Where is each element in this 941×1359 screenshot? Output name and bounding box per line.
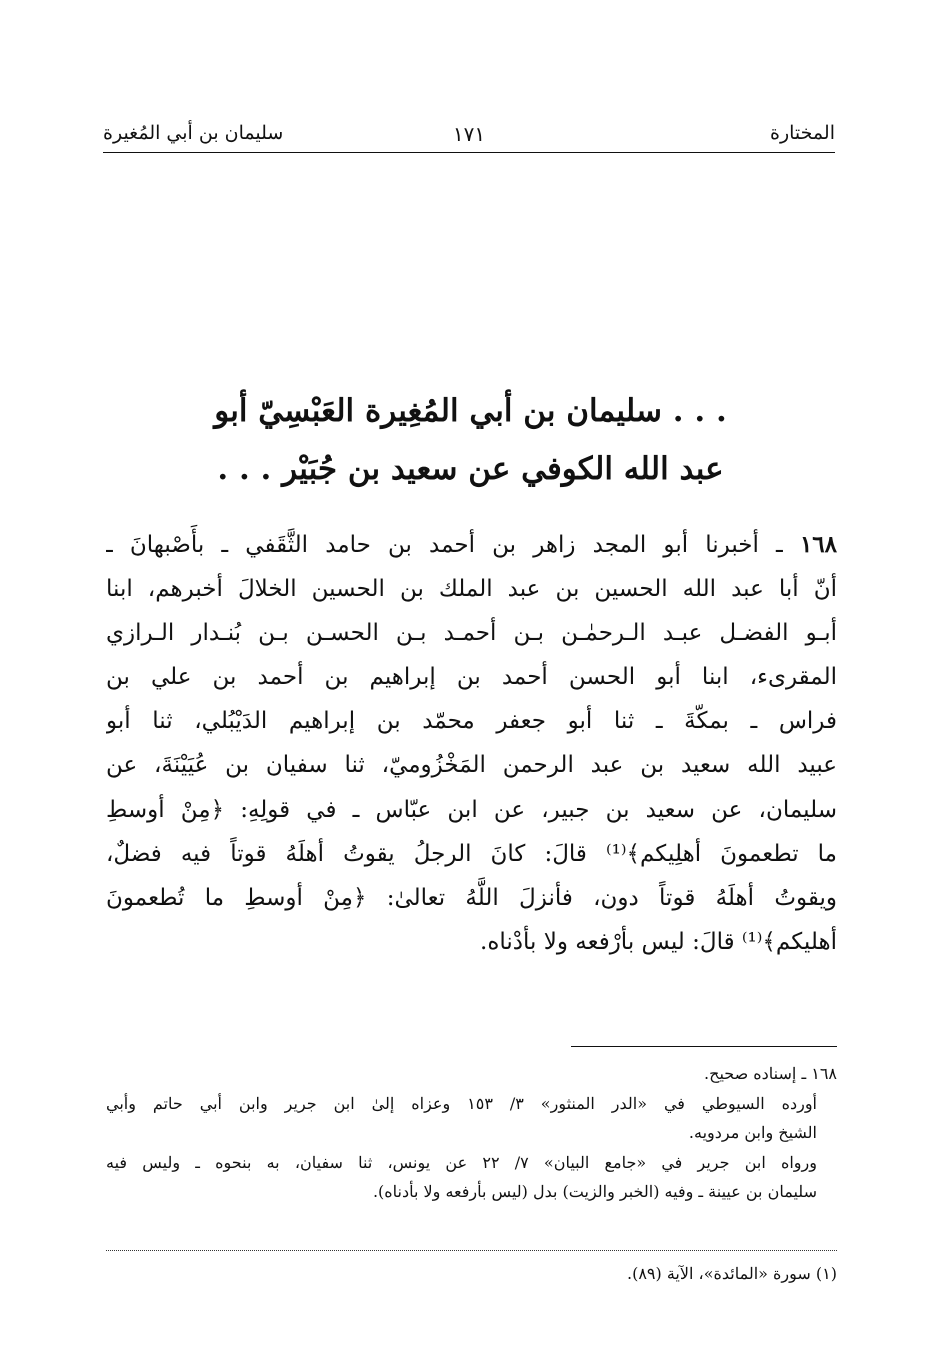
footnote-line: الشيخ وابن مردويه. (688, 1123, 817, 1142)
chapter-title-line-1: . . . سليمان بن أبي المُغِيرة العَبْسِيّ أبو (214, 393, 727, 429)
footnote-separator (571, 1046, 837, 1047)
footnote-line: ورواه ابن جرير في «جامع البيان» ٧/ ٢٢ عن يونس، ثنا سفيان، به بنحوه ـ وليس فيه (106, 1152, 817, 1172)
footnote-line: سليمان بن عيينة ـ وفيه (الخبر والزيت) بدل (ليس بأرفعه ولا بأدناه). (372, 1182, 817, 1201)
hadith-line: عبيد الله سعيد بن عبد الرحمن المَخْزُوميّ، ثنا سفيان بن عُيَيْنَةَ، عن (106, 752, 837, 779)
hadith-line: أهليكم﴾⁽¹⁾ قالَ: ليس بأرْفعه ولا بأدْناه. (480, 928, 837, 955)
chapter-title-line-2: عبد الله الكوفي عن سعيد بن جُبَيْر . . . (217, 451, 724, 487)
hadith-line: ويقوتُ أهلَهُ قوتاً دون، فأنزلَ اللَّهُ تعالىٰ: ﴿مِنْ أوسطِ ما تُطعمونَ (106, 884, 837, 911)
hadith-text (106, 523, 837, 964)
verse-footnote: (١) سورة «المائدة»، الآية (٨٩). (627, 1264, 837, 1283)
footnote-dotted-separator (106, 1250, 837, 1251)
footnotes (106, 1059, 837, 1207)
hadith-number: ١٦٨ (799, 531, 837, 558)
hadith-line: سليمان، عن سعيد بن جبير، عن ابن عبّاس ـ في قولِهِ: ﴿مِنْ أوسطِ (106, 796, 837, 823)
hadith-line (106, 523, 837, 567)
header-rule (103, 152, 835, 153)
hadith-line-text: ـ أخبرنا أبو المجد زاهر بن أحمد بن حامد الثَّقَفي ـ بأَصْبهانَ ـ (106, 532, 783, 558)
running-header (103, 118, 835, 152)
chapter-title (120, 382, 821, 498)
header-chapter-name: سليمان بن أبي المُغيرة (103, 122, 284, 144)
page-number: ١٧١ (452, 122, 486, 146)
hadith-line: أبـو الفضـل عبـد الـرحمٰـن بـن أحمـد بـن الحسـن بـن بُنـدار الـرازي (106, 620, 837, 647)
hadith-line: أنّ أبا عبد الله الحسين بن عبد الملك بن الحسين الخلالَ أخبرهم، ابنا (106, 576, 837, 603)
hadith-line: فراس ـ بمكّةَ ـ ثنا أبو جعفر محمّد بن إبراهيم الدَيْبُلي، ثنا أبو (106, 708, 837, 735)
hadith-line: المقرىء، ابنا أبو الحسن أحمد بن إبراهيم بن أحمد بن علي بن (106, 664, 837, 691)
footnote-line: أورده السيوطي في «الدر المنثور» ٣/ ١٥٣ وعزاه إلىٰ ابن جرير وابن أبي حاتم وأبي (106, 1093, 817, 1113)
hadith-line: ما تطعمونَ أهلِيكم﴾⁽¹⁾ قالَ: كانَ الرجلُ يقوتُ أهلَهُ قوتاً فيه فضلٌ، (106, 840, 837, 867)
header-book-title: المختارة (770, 122, 835, 144)
footnote-grading: ١٦٨ ـ إسناده صحيح. (704, 1064, 837, 1083)
